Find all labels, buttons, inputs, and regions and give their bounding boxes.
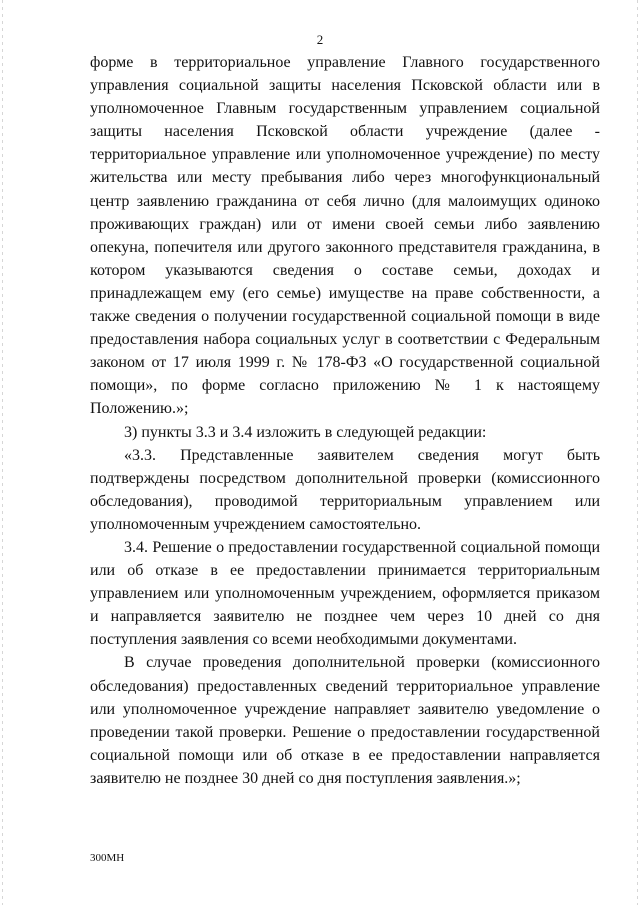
page-number: 2 [316,32,324,47]
scan-edge-left [2,0,3,905]
paragraph-item-3: 3) пункты 3.3 и 3.4 изложить в следующей редакции: [124,423,487,441]
footer-code: 300МН [90,852,125,864]
paragraph-clause-3-4: 3.4. Решение о предоставлении государственной социальной помощи или об отказе в ее предоставлении принимается территориальным управлением или уполномоченным учреждением, оформляется приказом и направляется заявителю не позднее чем через 10 дней со дня поступления заявления со всеми необходимыми документами. [90,538,600,649]
paragraph-continuation: форме в территориальное управление Главного государственного управления социальной защиты населения Псковской области или в уполномоченное Главным государственным управлением социальной защиты населения Псковской области учреждение (далее - территориальное управление или уполномоченное учреждение) по месту жительства или месту пребывания либо через многофункциональный центр заявлению гражданина от себя лично (для малоимущих одиноко проживающих граждан) или от имени своей семьи либо заявлению опекуна, попечителя или другого законного представителя гражданина, в котором указываются сведения о составе семьи, доходах и принадлежащем ему (его семье) имуществе на праве собственности, а также сведения о получении государственной социальной помощи в виде предоставления набора социальных услуг в соответствии с Федеральным законом от 17 июля 1999 г. № 178-ФЗ «О государственной социальной помощи», по форме согласно приложению № 1 к настоящему Положению.»; [90,54,600,418]
document-body [90,51,600,790]
scan-edge-right [637,0,638,905]
paragraph-clause-3-3: «3.3. Представленные заявителем сведения могут быть подтверждены посредством дополнительной проверки (комиссионного обследования), проводимой территориальным управлением или уполномоченным учреждением самостоятельно. [90,446,600,533]
paragraph-additional-check: В случае проведения дополнительной проверки (комиссионного обследования) предоставленных сведений территориальное управление или уполномоченное учреждение направляет заявителю уведомление о проведении такой проверки. Решение о предоставлении государственной социальной помощи или об отказе в ее предоставлении направляется заявителю не позднее 30 дней со дня поступления заявления.»; [90,654,600,787]
